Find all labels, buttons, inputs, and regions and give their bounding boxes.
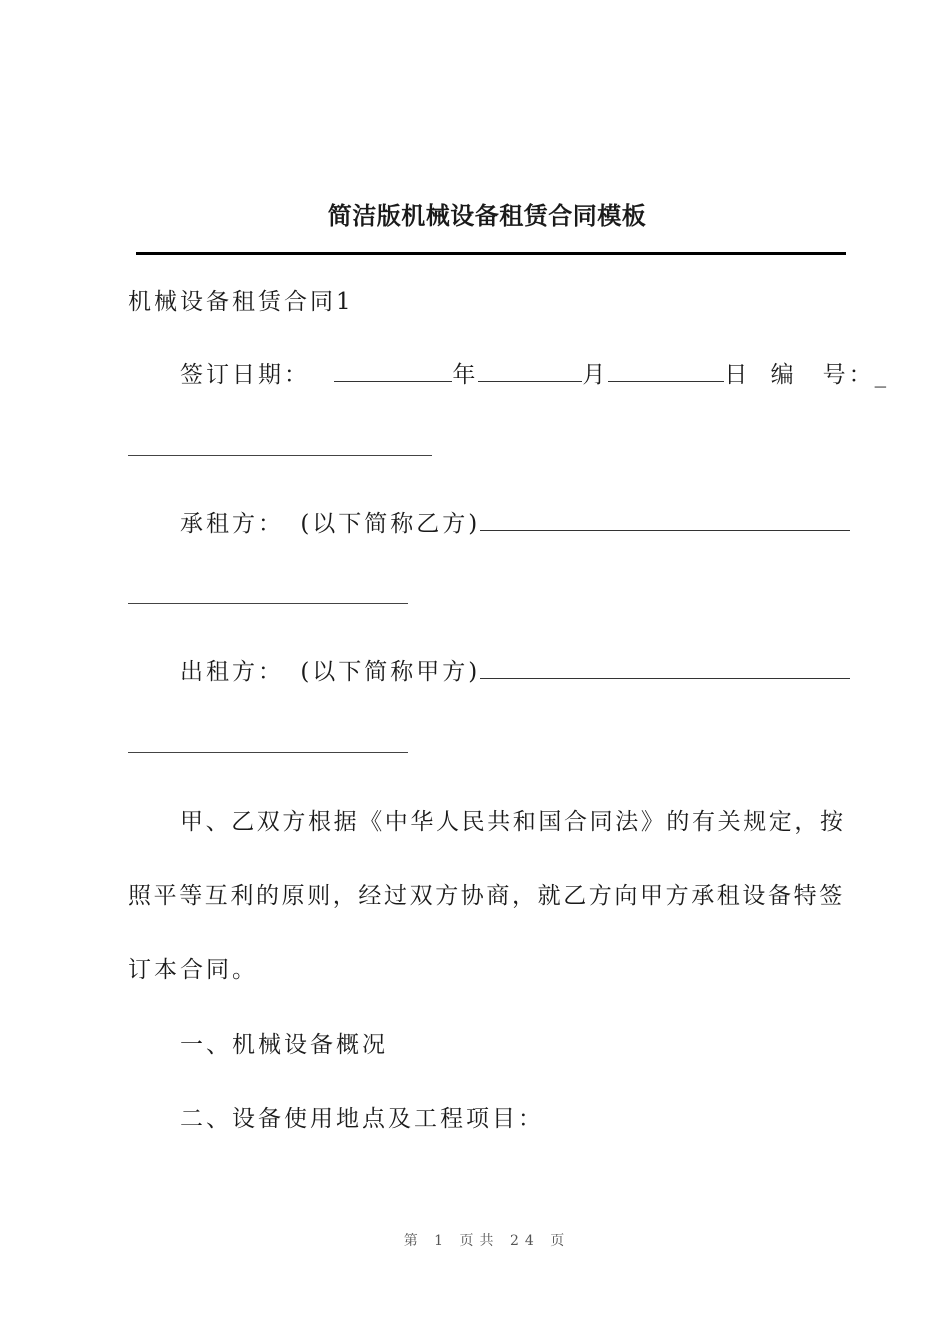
year-blank <box>334 380 452 382</box>
year-label: 年 <box>452 362 479 388</box>
sign-date-label: 签订日期： <box>180 362 310 388</box>
section-2-heading: 二、设备使用地点及工程项目： <box>180 1106 544 1132</box>
month-blank <box>478 380 582 382</box>
paragraph-line-3: 订本合同。 <box>128 957 258 983</box>
lessee-line <box>180 505 850 538</box>
day-blank <box>608 380 724 382</box>
day-label: 日 <box>724 362 751 388</box>
paragraph-line-1: 甲、乙双方根据《中华人民共和国合同法》的有关规定，按 <box>180 809 846 835</box>
lessor-blank-continued <box>128 752 408 753</box>
month-label: 月 <box>582 362 609 388</box>
lessor-line <box>180 653 850 686</box>
title-rule <box>136 252 846 255</box>
lessee-note: (以下简称乙方) <box>300 511 481 537</box>
lessor-blank <box>480 677 850 679</box>
section-1-heading: 一、机械设备概况 <box>180 1032 388 1058</box>
sign-date-line <box>180 356 889 389</box>
page-footer: 第 1 页共 24 页 <box>403 1233 571 1249</box>
number-label: 编 号：_ <box>770 362 890 388</box>
paragraph-line-2: 照平等互利的原则，经过双方协商，就乙方向甲方承租设备特签 <box>128 883 845 909</box>
number-blank-continued <box>128 455 432 456</box>
lessor-note: (以下简称甲方) <box>300 659 481 685</box>
lessee-blank <box>480 529 850 531</box>
contract-heading: 机械设备租赁合同1 <box>128 289 354 315</box>
lessee-label: 承租方： <box>180 511 284 537</box>
lessor-label: 出租方： <box>180 659 284 685</box>
lessee-blank-continued <box>128 603 408 604</box>
document-title: 简洁版机械设备租赁合同模板 <box>327 201 647 230</box>
